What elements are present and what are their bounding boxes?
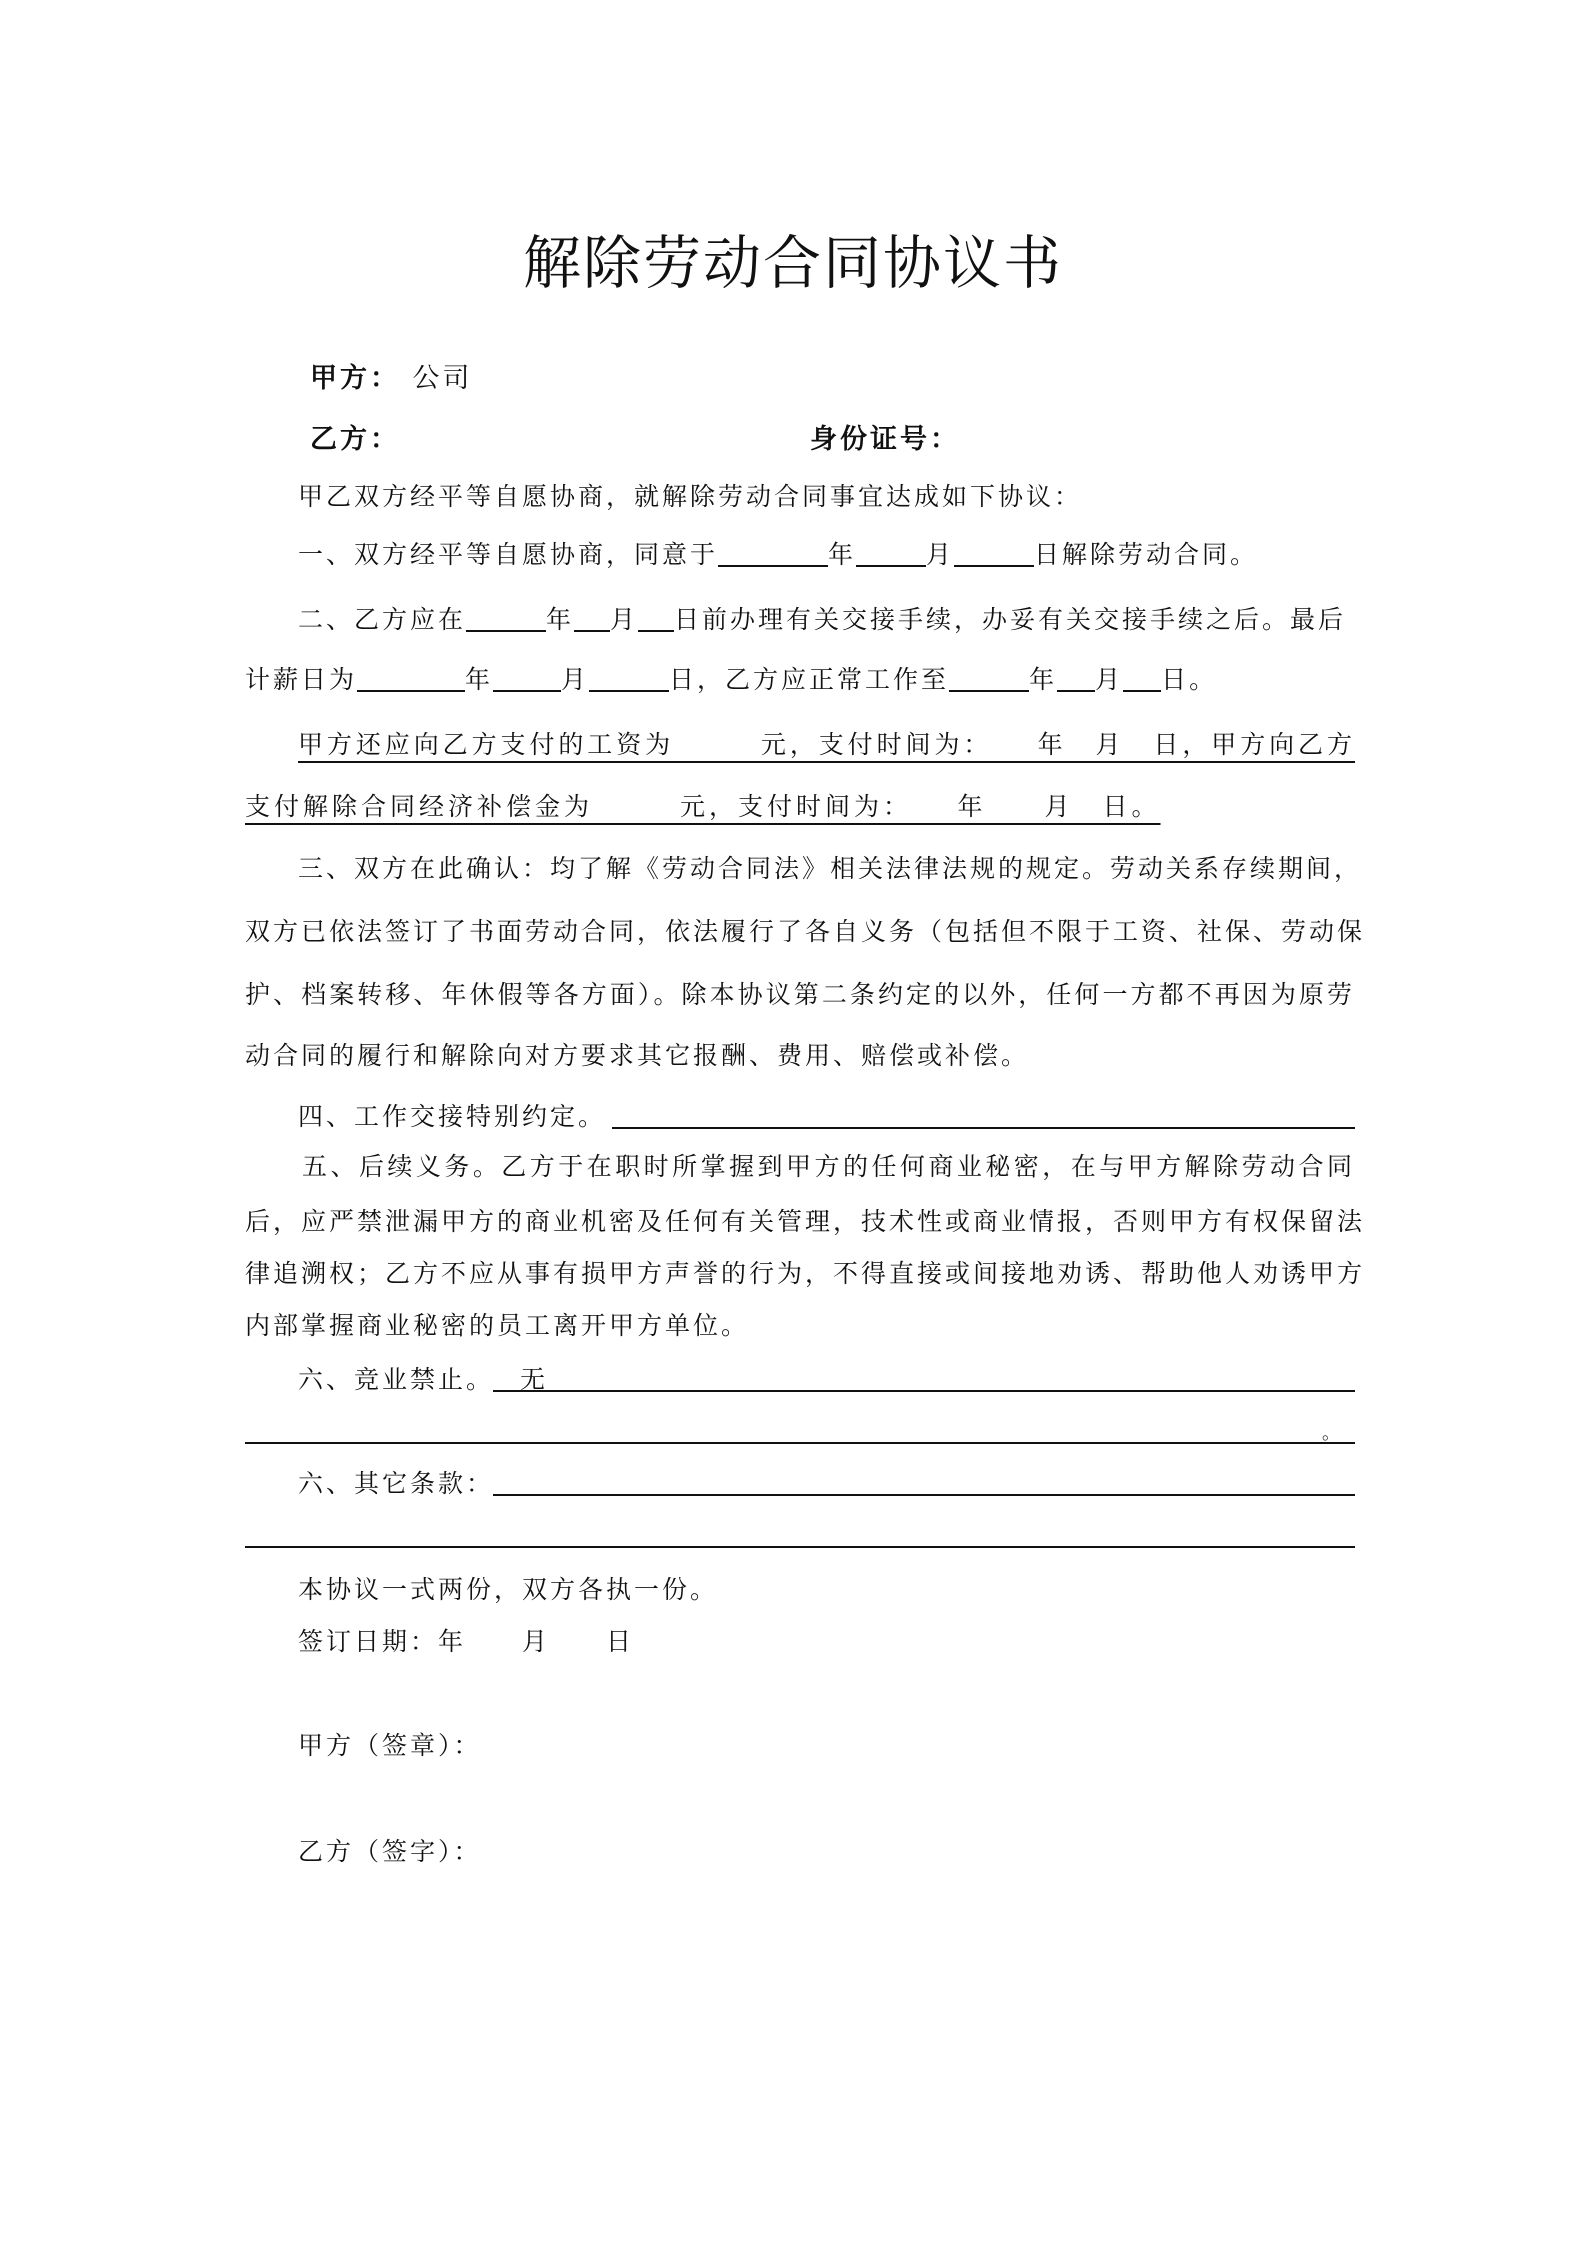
party-b-signature-label: 乙方（签字）：	[298, 1837, 482, 1866]
party-a-label: 甲方：	[310, 363, 400, 394]
blank-field[interactable]	[1123, 664, 1161, 692]
clause-text: 月	[1095, 665, 1124, 694]
period-mark: 。	[1322, 1423, 1343, 1444]
clause-3-line: 动合同的履行和解除向对方要求其它报酬、费用、赔偿或补偿。	[245, 1041, 1030, 1070]
other-terms-blank[interactable]	[493, 1494, 1355, 1496]
sign-date: 签订日期：年 月 日	[298, 1627, 635, 1656]
clause-5-line: 后，应严禁泄漏甲方的商业机密及任何有关管理，技术性或商业情报，否则甲方有权保留法	[245, 1207, 1366, 1236]
id-number-label: 身份证号：	[810, 424, 960, 455]
clause-4-label: 四、工作交接特别约定。	[298, 1102, 607, 1131]
clause-5-line: 律追溯权；乙方不应从事有损甲方声誉的行为，不得直接或间接地劝诱、帮助他人劝诱甲方	[245, 1259, 1366, 1288]
clause-7-label: 六、其它条款：	[298, 1469, 495, 1498]
clause-2-line-1	[298, 600, 1346, 640]
clause-text: 计薪日为	[245, 665, 358, 694]
payment-line-2: 支付解除合同经济补偿金为 元，支付时间为： 年 月 日。	[245, 792, 1161, 821]
clause-2-line-2	[245, 660, 1217, 700]
clause-text: 年	[828, 540, 857, 569]
clause-3-line: 三、双方在此确认：均了解《劳动合同法》相关法律法规的规定。劳动关系存续期间，	[298, 854, 1363, 883]
intro-text: 甲乙双方经平等自愿协商，就解除劳动合同事宜达成如下协议：	[298, 482, 1083, 511]
blank-field[interactable]	[574, 604, 610, 632]
non-compete-blank-2[interactable]	[245, 1442, 1355, 1444]
clause-text: 年	[546, 605, 575, 634]
clause-3-line: 护、档案转移、年休假等各方面）。除本协议第二条约定的以外，任何一方都不再因为原劳	[245, 980, 1355, 1009]
document-title: 解除劳动合同协议书	[522, 229, 1063, 297]
party-a-signature-label: 甲方（签章）：	[298, 1731, 482, 1760]
clause-3-line: 双方已依法签订了书面劳动合同，依法履行了各自义务（包括但不限于工资、社保、劳动保	[245, 917, 1366, 946]
clause-4-blank[interactable]	[612, 1127, 1355, 1129]
clause-1	[298, 535, 1258, 575]
copies-text: 本协议一式两份，双方各执一份。	[298, 1575, 719, 1604]
clause-5-line: 内部掌握商业秘密的员工离开甲方单位。	[245, 1311, 750, 1340]
clause-text: 月	[561, 665, 590, 694]
clause-5-line: 五、后续义务。乙方于在职时所掌握到甲方的任何商业秘密，在与甲方解除劳动合同	[302, 1152, 1355, 1181]
clause-text: 日，乙方应正常工作至	[669, 665, 950, 694]
non-compete-value: 无	[520, 1365, 549, 1394]
blank-field[interactable]	[949, 664, 1029, 692]
other-terms-blank-2[interactable]	[245, 1546, 1355, 1548]
blank-field[interactable]	[357, 664, 465, 692]
clause-text: 日前办理有关交接手续，办妥有关交接手续之后。最后	[674, 605, 1347, 634]
blank-field[interactable]	[1057, 664, 1095, 692]
blank-field[interactable]	[589, 664, 669, 692]
blank-field[interactable]	[493, 664, 561, 692]
blank-field[interactable]	[856, 539, 926, 567]
payment-line-1: 甲方还应向乙方支付的工资为 元，支付时间为： 年 月 日，甲方向乙方	[298, 730, 1355, 759]
blank-field[interactable]	[718, 539, 828, 567]
clause-text: 二、乙方应在	[298, 605, 467, 634]
clause-text: 月	[610, 605, 639, 634]
clause-text: 月	[926, 540, 955, 569]
clause-text: 日解除劳动合同。	[1034, 540, 1259, 569]
non-compete-blank[interactable]	[493, 1390, 1355, 1392]
clause-6-label: 六、竞业禁止。	[298, 1365, 495, 1394]
clause-text: 年	[465, 665, 494, 694]
blank-field[interactable]	[638, 604, 674, 632]
party-a	[310, 359, 472, 399]
party-a-value: 公司	[412, 363, 473, 394]
blank-field[interactable]	[954, 539, 1034, 567]
clause-text: 年	[1029, 665, 1058, 694]
blank-field[interactable]	[466, 604, 546, 632]
clause-text: 一、双方经平等自愿协商，同意于	[298, 540, 719, 569]
party-b-label: 乙方：	[310, 424, 400, 455]
clause-text: 日。	[1161, 665, 1218, 694]
